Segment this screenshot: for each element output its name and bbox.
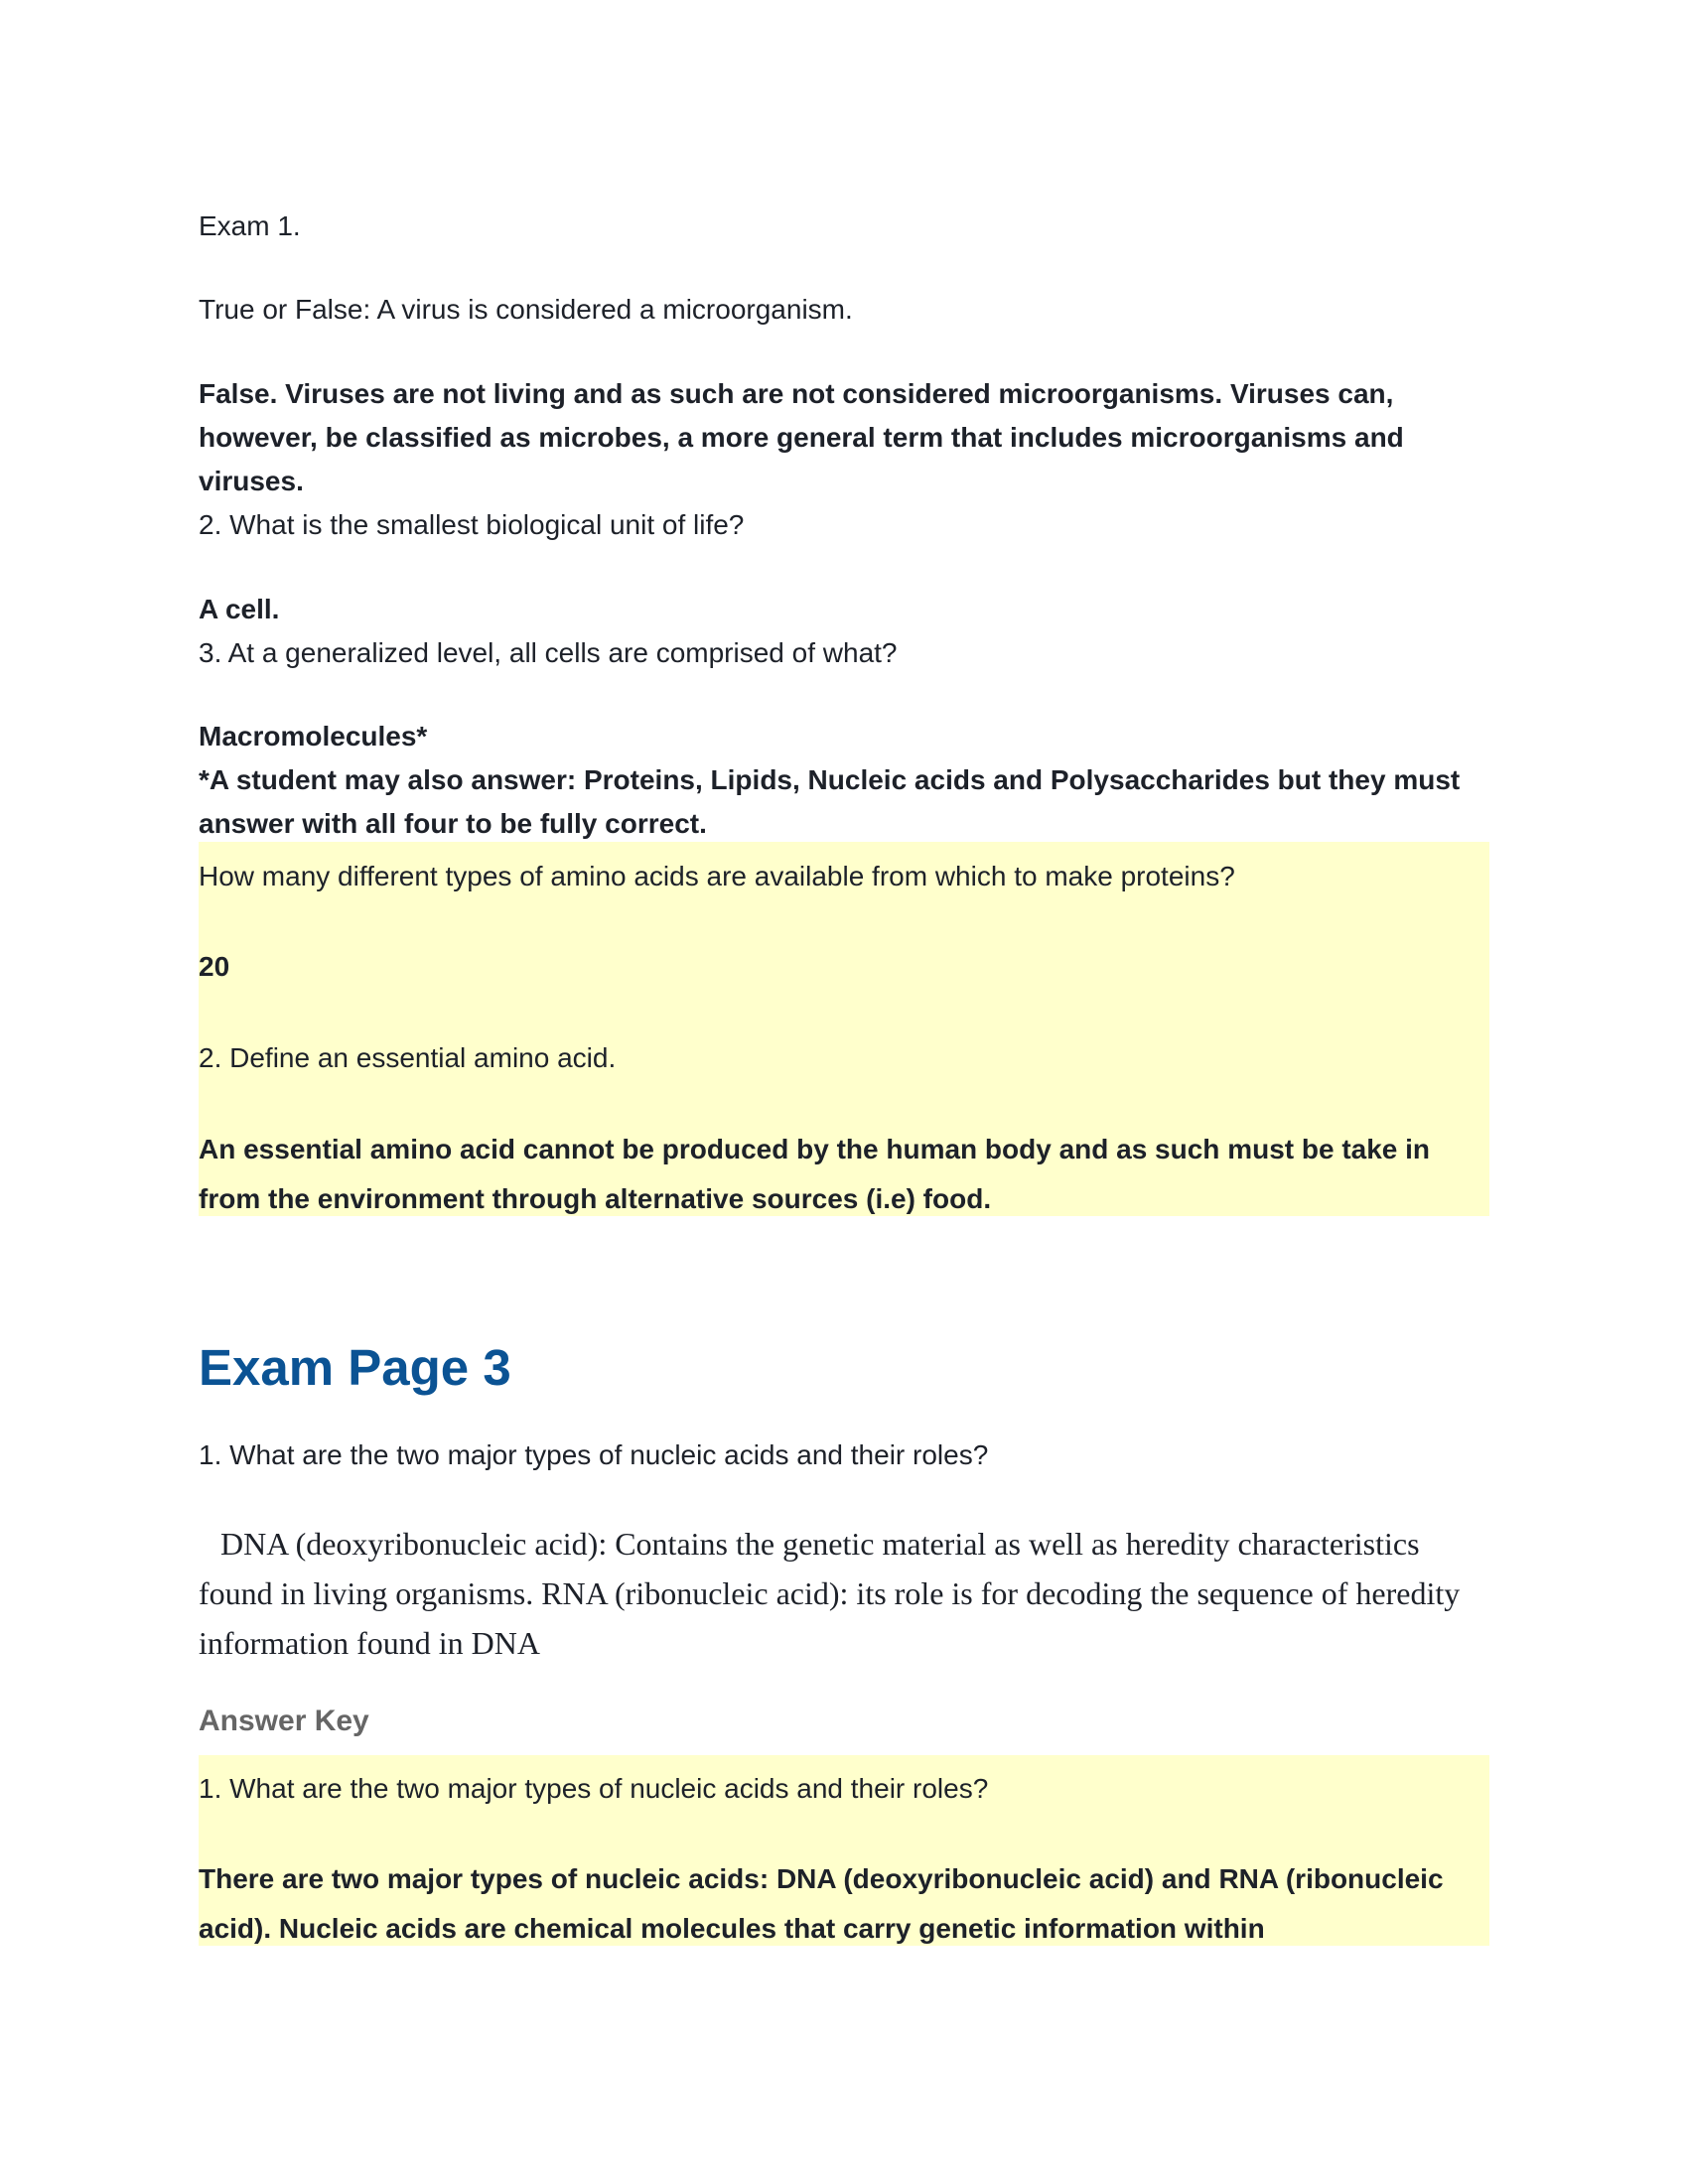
answer-key-label: Answer Key <box>199 1705 369 1737</box>
question-amino-acid-count: How many different types of amino acids are available from which to make proteins? <box>199 861 1235 891</box>
exam-title: Exam 1. <box>199 210 301 241</box>
question-essential-amino-acid: 2. Define an essential amino acid. <box>199 1042 617 1073</box>
student-answer-nucleic-acids: DNA (deoxyribonucleic acid): Contains the genetic material as well as heredity characteristics found in living organisms. RNA (ribonucleic acid): its role is for decoding the sequence of heredity information found in DNA <box>199 1526 1461 1661</box>
question-smallest-unit: 2. What is the smallest biological unit of life? <box>199 509 745 540</box>
question-nucleic-acids: 1. What are the two major types of nucleic acids and their roles? <box>199 1439 989 1470</box>
answer-virus: False. Viruses are not living and as such are not considered microorganisms. Viruses can, however, be classified as microbes, a more general term that includes microorganisms and viruses. <box>199 378 1404 496</box>
question-nucleic-acids-key: 1. What are the two major types of nucleic acids and their roles? <box>199 1773 989 1804</box>
question-virus: True or False: A virus is considered a microorganism. <box>199 294 853 325</box>
answer-macromolecules-note: *A student may also answer: Proteins, Lipids, Nucleic acids and Polysaccharides but they must answer with all four to be fully correct. <box>199 764 1461 839</box>
highlight-block-nucleic-acids <box>199 1755 1489 1946</box>
answer-key-nucleic-acids: There are two major types of nucleic acids: DNA (deoxyribonucleic acid) and RNA (ribonucleic acid). Nucleic acids are chemical molecules that carry genetic information within <box>199 1863 1444 1944</box>
highlight-block-amino-acids <box>199 842 1489 1216</box>
answer-amino-acid-count: 20 <box>199 951 230 982</box>
answer-essential-amino-acid: An essential amino acid cannot be produced by the human body and as such must be take in from the environment through alternative sources (i.e) food. <box>199 1134 1431 1214</box>
page-title: Exam Page 3 <box>199 1339 511 1396</box>
answer-smallest-unit: A cell. <box>199 594 280 624</box>
answer-macromolecules: Macromolecules* <box>199 721 428 751</box>
question-cell-composition: 3. At a generalized level, all cells are comprised of what? <box>199 637 898 668</box>
